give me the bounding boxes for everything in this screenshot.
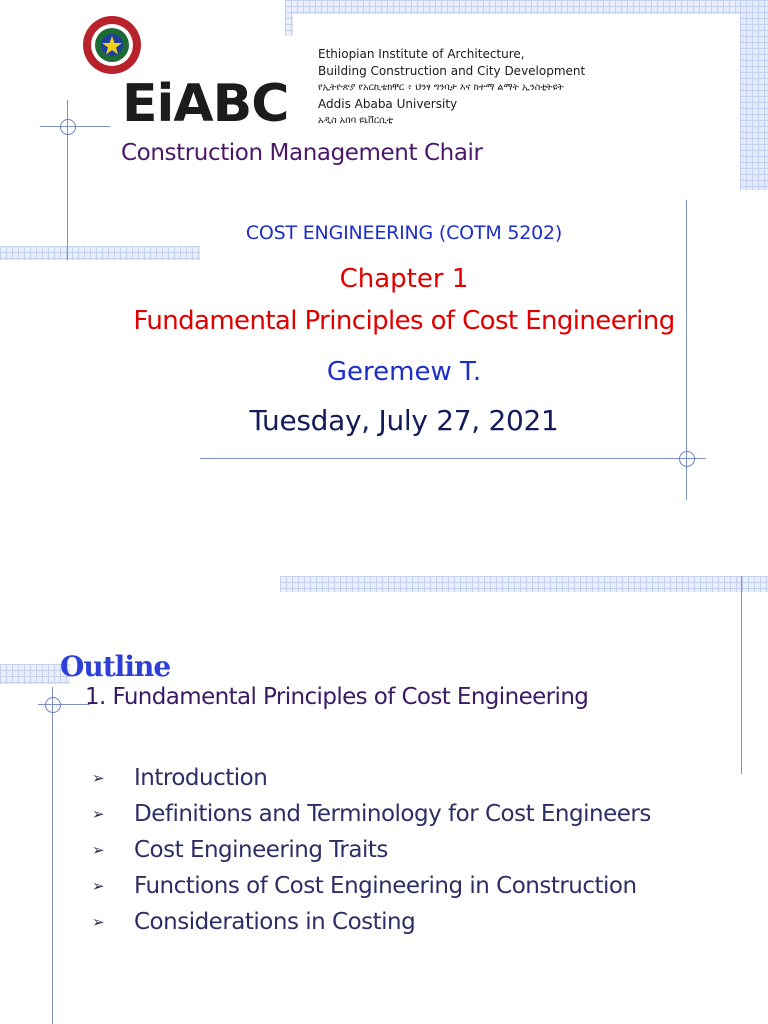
bullet-text: Introduction (134, 765, 268, 791)
chapter-title: Fundamental Principles of Cost Engineering (133, 306, 675, 336)
arrow-bullet-icon: ➢ (92, 841, 105, 859)
eiabc-logo-text: EiABC (122, 74, 289, 134)
institute-line: Ethiopian Institute of Architecture, (318, 47, 525, 61)
bullet-text: Functions of Cost Engineering in Construction (134, 873, 637, 899)
list-item (92, 834, 752, 866)
guide-line-vertical (52, 687, 53, 1024)
outline-heading: Outline (60, 650, 171, 683)
pattern-strip-top (285, 0, 768, 14)
guide-line-vertical (741, 576, 742, 774)
bullet-text: Definitions and Terminology for Cost Engineers (134, 801, 651, 827)
list-item (92, 870, 752, 902)
author-name: Geremew T. (326, 357, 482, 387)
guide-line-horizontal (200, 458, 706, 459)
list-item (92, 798, 752, 830)
presentation-date: Tuesday, July 27, 2021 (249, 404, 559, 437)
arrow-bullet-icon: ➢ (92, 913, 105, 931)
arrow-bullet-icon: ➢ (92, 805, 105, 823)
crosshair-icon (679, 451, 695, 467)
pattern-strip-top-stub (285, 0, 293, 36)
university-seal-icon (82, 15, 142, 75)
pattern-strip-left (0, 246, 200, 260)
list-item (92, 906, 752, 938)
arrow-bullet-icon: ➢ (92, 769, 105, 787)
chapter-number: Chapter 1 (339, 264, 469, 294)
course-title: COST ENGINEERING (COTM 5202) (245, 222, 563, 244)
institute-name-block (318, 46, 585, 129)
bullet-text: Cost Engineering Traits (134, 837, 388, 863)
bullet-text: Considerations in Costing (134, 909, 416, 935)
crosshair-icon (45, 697, 61, 713)
chair-name: Construction Management Chair (121, 140, 483, 166)
outline-slide (0, 512, 768, 1024)
institute-line-amharic: የኢትዮጵያ የአርኪቴክቸር ፥ ህንፃ ግንባታ እና ከተማ ልማት ኢንስቲትዩት (318, 82, 564, 93)
list-item (92, 762, 752, 794)
crosshair-icon (60, 119, 76, 135)
pattern-strip-top (280, 576, 768, 592)
arrow-bullet-icon: ➢ (92, 877, 105, 895)
pattern-strip-right (740, 0, 768, 190)
institute-line-amharic: አዲስ አበባ ዩኒቨርሲቲ (318, 115, 394, 126)
institute-line: Addis Ababa University (318, 97, 458, 111)
section-title: 1. Fundamental Principles of Cost Engineering (85, 684, 589, 710)
outline-bullet-list (92, 762, 752, 942)
institute-line: Building Construction and City Development (318, 64, 586, 78)
